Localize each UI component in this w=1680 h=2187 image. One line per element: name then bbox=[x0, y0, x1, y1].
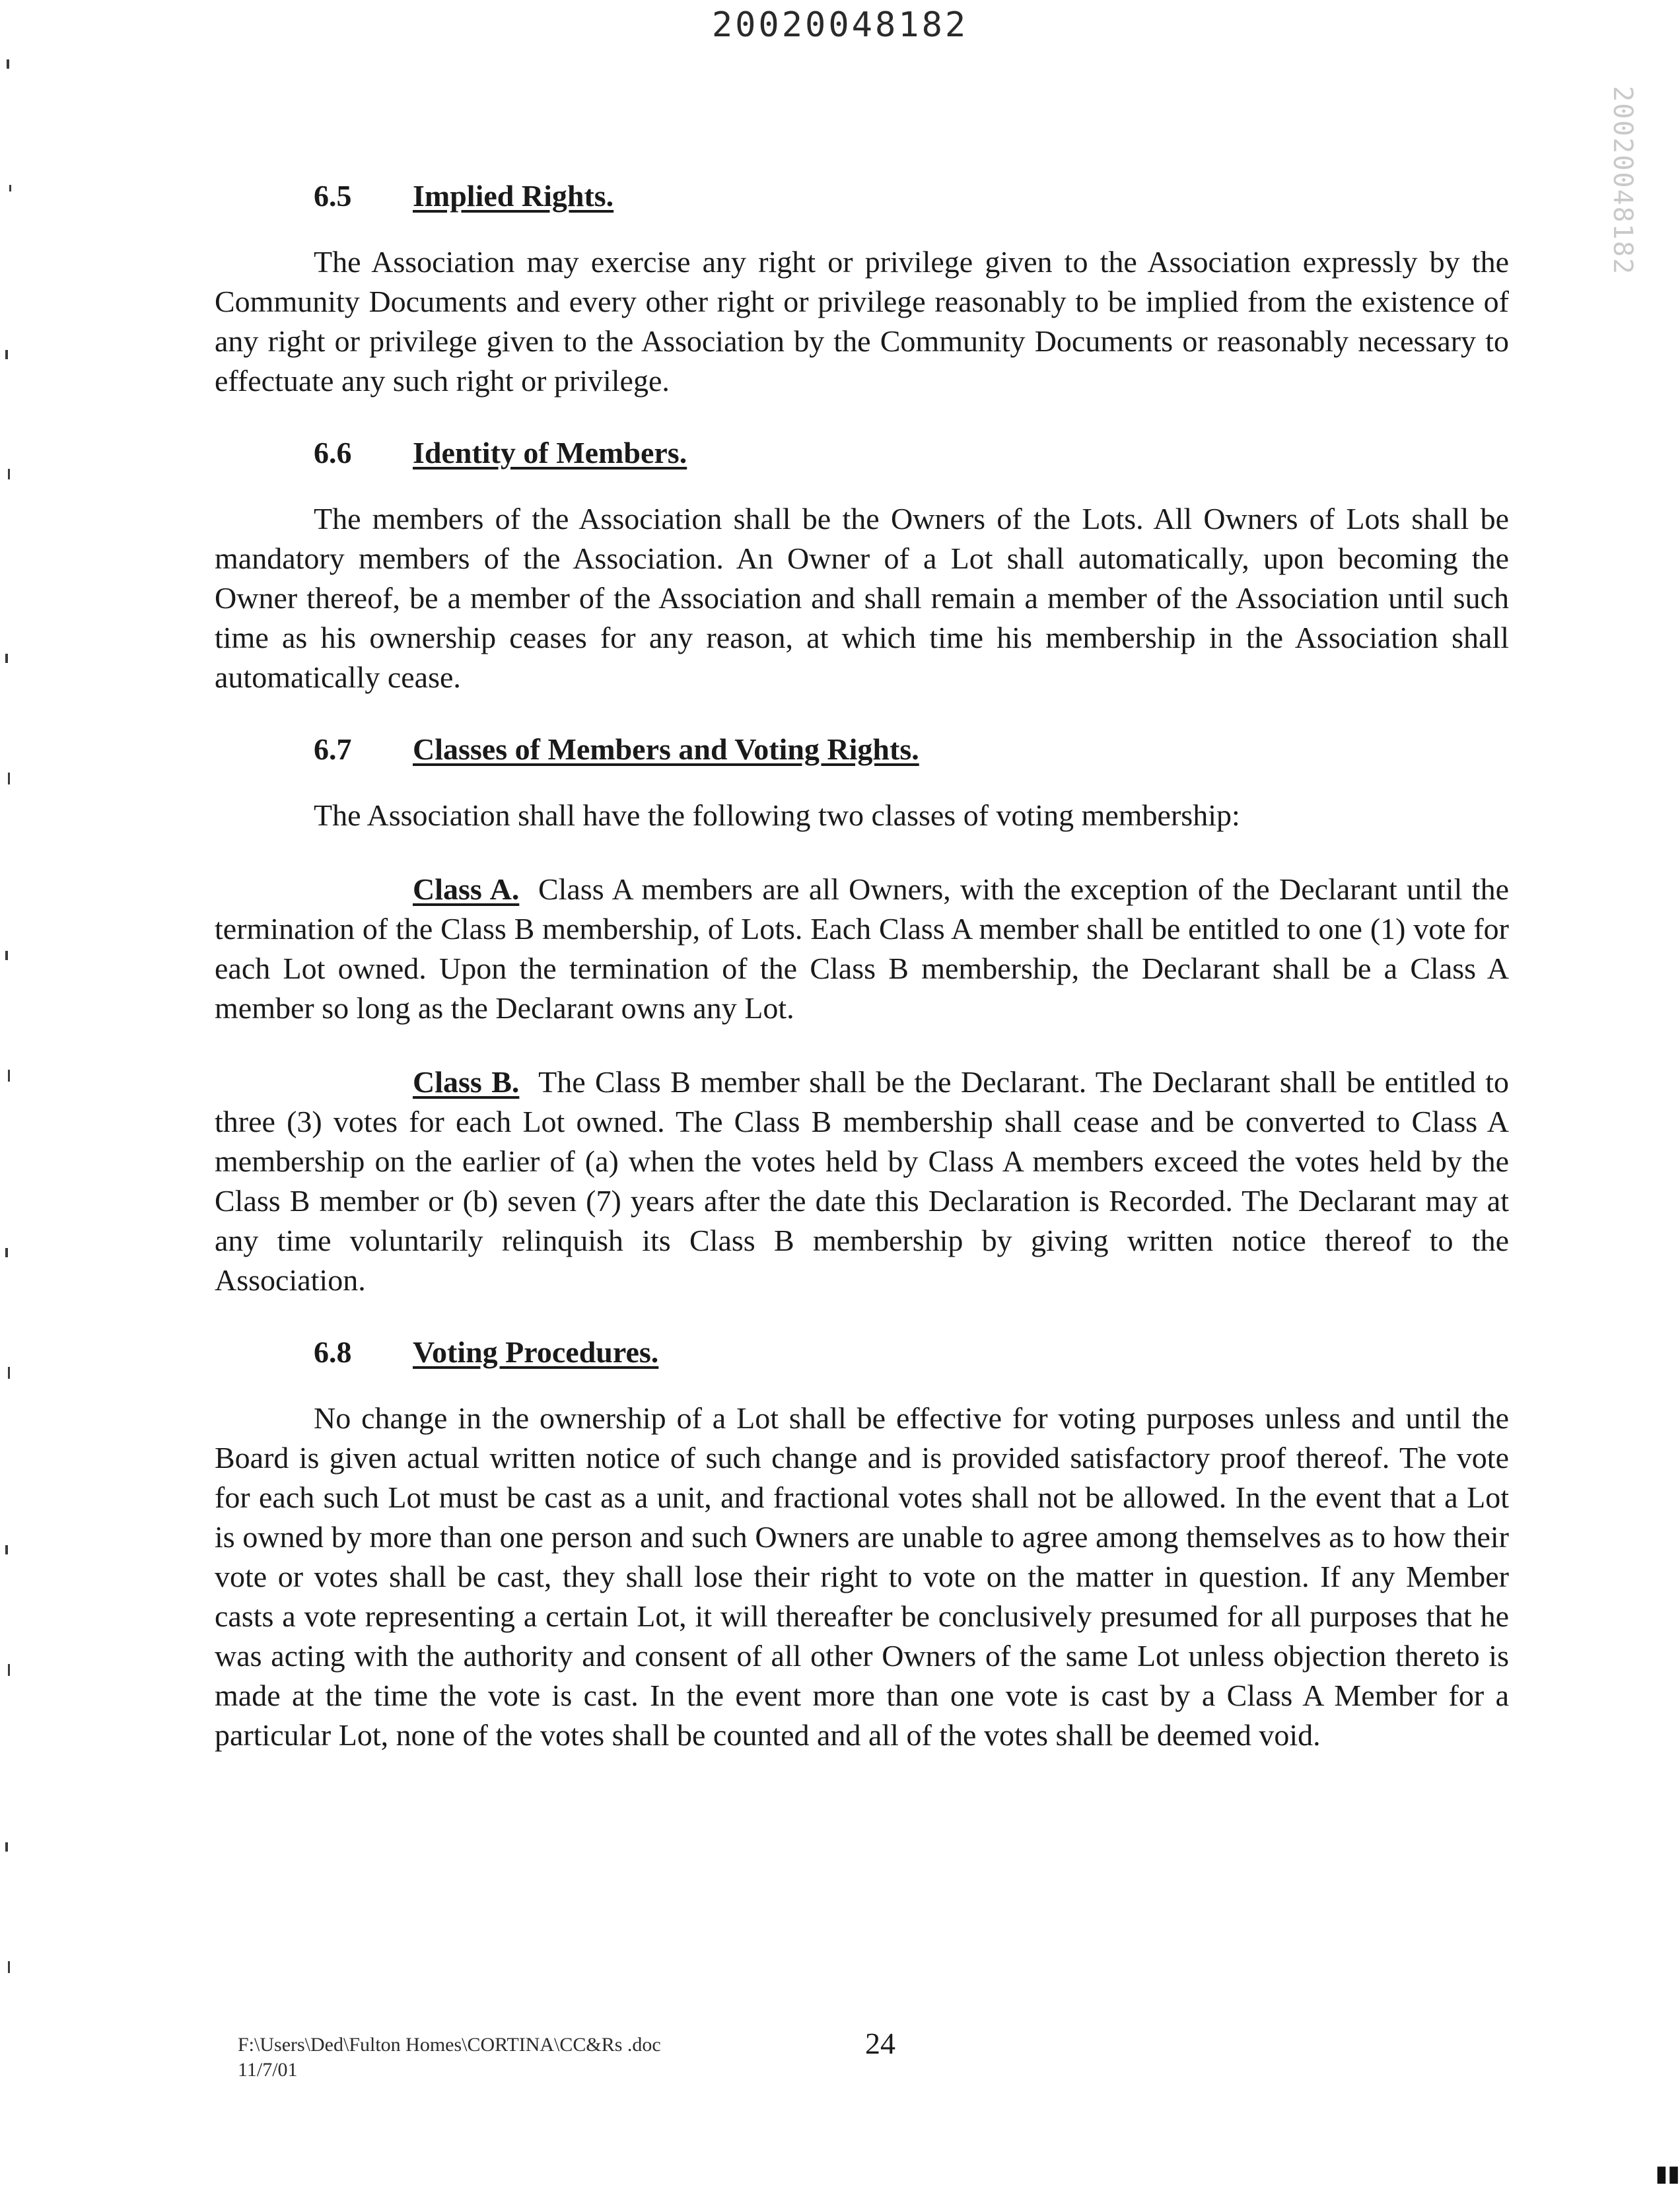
side-document-stamp: 20020048182 bbox=[1607, 86, 1638, 275]
class-b-label: Class B. bbox=[413, 1065, 520, 1099]
class-a-label: Class A. bbox=[413, 872, 520, 906]
page-number: 24 bbox=[865, 2027, 895, 2060]
section-6-6 bbox=[215, 435, 1509, 697]
section-heading bbox=[215, 178, 1509, 213]
section-title: Implied Rights. bbox=[413, 179, 614, 213]
section-number: 6.6 bbox=[314, 436, 352, 469]
section-title: Identity of Members. bbox=[413, 436, 687, 469]
section-6-7 bbox=[215, 732, 1509, 1300]
section-title: Voting Procedures. bbox=[413, 1335, 659, 1369]
section-6-8 bbox=[215, 1335, 1509, 1755]
document-number-stamp: 20020048182 bbox=[711, 5, 969, 45]
class-b-text: The Class B member shall be the Declarant. The Declarant shall be entitled to three (3) votes for each Lot owned. The Class B membership shall cease and be converted to Class A membership on the earlier of (a) when the votes held by Class A members exceed the votes held by the Class B member or (b) seven (7) years after the date this Declaration is Recorded. The Declarant may at any time voluntarily relinquish its Class B membership by giving written notice thereof to the Association. bbox=[215, 1065, 1510, 1297]
footer-file-path: F:\Users\Ded\Fulton Homes\CORTINA\CC&Rs .doc bbox=[238, 2034, 661, 2056]
section-heading bbox=[215, 732, 1509, 767]
section-number: 6.7 bbox=[314, 732, 352, 766]
section-heading bbox=[215, 435, 1509, 470]
section-intro: The Association shall have the following two classes of voting membership: bbox=[314, 798, 1240, 832]
section-heading bbox=[215, 1335, 1509, 1370]
section-title: Classes of Members and Voting Rights. bbox=[413, 732, 919, 766]
section-number: 6.8 bbox=[314, 1335, 352, 1369]
section-paragraph: The members of the Association shall be the Owners of the Lots. All Owners of Lots shall be mandatory members of the Association. An Owner of a Lot shall automatically, upon becoming the Owner thereof, be a member of the Association and shall remain a member of the Association until such time as his ownership ceases for any reason, at which time his membership in the Association shall automatically cease. bbox=[215, 502, 1509, 694]
section-paragraph: No change in the ownership of a Lot shall be effective for voting purposes unless and until the Board is given actual written notice of such change and is provided satisfactory proof thereof. The vote for each such Lot must be cast as a unit, and fractional votes shall not be allowed. In the event that a Lot is owned by more than one person and such Owners are unable to agree among themselves as to how their vote or votes shall be cast, they shall lose their right to vote on the matter in question. If any Member casts a vote representing a certain Lot, it will thereafter be conclusively presumed for all purposes that he was acting with the authority and consent of all other Owners of the same Lot unless objection thereto is made at the time the vote is cast. In the event more than one vote is cast by a Class A Member for a particular Lot, none of the votes shall be counted and all of the votes shall be deemed void. bbox=[215, 1401, 1509, 1752]
document-body bbox=[215, 178, 1509, 1789]
scan-edge-marks bbox=[0, 40, 26, 2179]
class-a-paragraph bbox=[215, 870, 1509, 1028]
section-number: 6.5 bbox=[314, 179, 352, 213]
scan-corner-mark: ▮▮ bbox=[1655, 2161, 1680, 2187]
class-a-text: Class A members are all Owners, with the exception of the Declarant until the termination of the Class B membership, of Lots. Each Class A member shall be entitled to one (1) vote for each Lot owned. Upon the termination of the Class B membership, the Declarant shall be a Class A member so long as the Declarant owns any Lot. bbox=[215, 872, 1509, 1025]
footer-file-info bbox=[238, 2032, 661, 2083]
footer-date: 11/7/01 bbox=[238, 2059, 298, 2081]
section-6-5 bbox=[215, 178, 1509, 401]
section-paragraph: The Association may exercise any right or privilege given to the Association expressly by the Community Documents and every other right or privilege reasonably to be implied from the existence of any right or privilege given to the Association by the Community Documents or reasonably necessary to effectuate any such right or privilege. bbox=[215, 245, 1509, 398]
class-b-paragraph bbox=[215, 1062, 1509, 1300]
